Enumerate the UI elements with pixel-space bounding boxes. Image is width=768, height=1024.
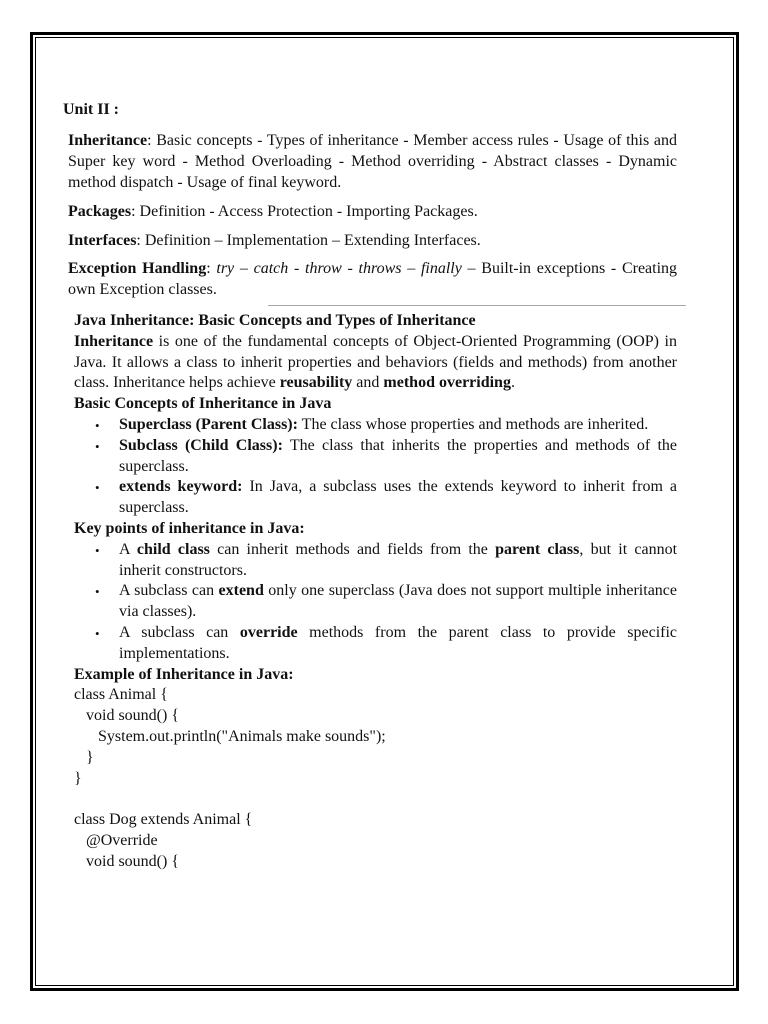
key-points-heading: Key points of inheritance in Java: xyxy=(74,519,305,537)
intro-method-overriding: method overriding xyxy=(383,374,511,392)
code-example: class Animal { void sound() { System.out.println("Animals make sounds"); } } class Dog extends Animal { @Override void sound() { xyxy=(74,686,386,870)
dash: - xyxy=(341,260,359,277)
syllabus-inheritance-text: : Basic concepts - Types of inheritance - Member access rules - Usage of this and Super key word - Method Overloading - Method overriding - Abstract classes - Dynamic method dispatch - Usage of final keyword. xyxy=(68,132,677,191)
kw-throws: throws xyxy=(358,260,402,277)
list-item xyxy=(119,540,677,582)
syllabus-inheritance xyxy=(68,130,677,193)
item-label: extends keyword: xyxy=(119,478,243,496)
item-bold: extend xyxy=(218,582,264,600)
intro-reusability: reusability xyxy=(279,374,353,392)
kw-finally: finally xyxy=(420,260,462,277)
list-item xyxy=(119,623,677,665)
item-text: In Java, a subclass uses the extends keyword to inherit from a superclass. xyxy=(119,478,677,517)
list-item xyxy=(119,477,677,519)
item-text: can inherit methods and fields from the xyxy=(209,540,496,558)
item-bold: child class xyxy=(136,540,210,558)
item-bold: parent class xyxy=(495,540,580,558)
item-text: A subclass can xyxy=(119,623,240,641)
dash: - xyxy=(288,260,306,277)
syllabus-exceptions-label: Exception Handling xyxy=(68,260,207,277)
item-text: The class that inherits the properties and methods of the superclass. xyxy=(119,436,678,475)
item-text: A subclass can xyxy=(119,582,219,600)
kw-try: try xyxy=(216,260,235,277)
intro-and: and xyxy=(352,374,384,392)
syllabus-exceptions xyxy=(68,258,677,300)
item-label: Superclass (Parent Class): xyxy=(119,415,298,433)
item-bold: override xyxy=(239,623,298,641)
syllabus-interfaces xyxy=(68,230,677,251)
syllabus-interfaces-label: Interfaces xyxy=(68,232,137,249)
key-points-list xyxy=(74,540,677,665)
syllabus-packages-label: Packages xyxy=(68,203,132,220)
syllabus-interfaces-text: : Definition – Implementation – Extending Interfaces. xyxy=(136,232,481,249)
syllabus-packages-text: : Definition - Access Protection - Importing Packages. xyxy=(131,203,478,220)
syllabus-exceptions-rest: – Built-in exceptions - Creating own Exception classes. xyxy=(68,260,678,298)
list-item xyxy=(119,436,677,478)
basic-concepts-heading: Basic Concepts of Inheritance in Java xyxy=(74,395,332,413)
intro-term: Inheritance xyxy=(74,332,154,350)
list-item xyxy=(119,581,677,623)
section-divider xyxy=(268,305,686,306)
syllabus-inheritance-label: Inheritance xyxy=(68,132,148,149)
dash: – xyxy=(401,260,421,277)
intro-paragraph xyxy=(74,332,677,394)
item-text: methods from the parent class to provide specific implementations. xyxy=(119,623,678,662)
section-heading: Java Inheritance: Basic Concepts and Types of Inheritance xyxy=(74,312,476,329)
item-text: The class whose properties and methods are inherited. xyxy=(297,415,649,433)
item-text: only one superclass (Java does not support multiple inheritance via classes). xyxy=(119,582,678,621)
intro-text: is one of the fundamental concepts of Object-Oriented Programming (OOP) in Java. It allows a class to inherit properties and behaviors (fields and methods) from another class. Inheritance helps achieve xyxy=(74,332,677,392)
basic-concepts-list xyxy=(74,415,677,519)
syllabus-sep: : xyxy=(206,260,217,277)
list-item xyxy=(119,415,677,436)
syllabus-packages xyxy=(68,201,677,222)
inheritance-section xyxy=(74,311,677,873)
intro-end: . xyxy=(510,374,515,392)
dash: – xyxy=(234,260,254,277)
kw-throw: throw xyxy=(305,260,342,277)
unit-title: Unit II : xyxy=(63,101,120,118)
item-text: A xyxy=(119,540,137,558)
example-heading: Example of Inheritance in Java: xyxy=(74,665,294,683)
item-text: , but it cannot inherit constructors. xyxy=(119,540,678,579)
item-label: Subclass (Child Class): xyxy=(119,436,283,454)
kw-catch: catch xyxy=(253,260,289,277)
